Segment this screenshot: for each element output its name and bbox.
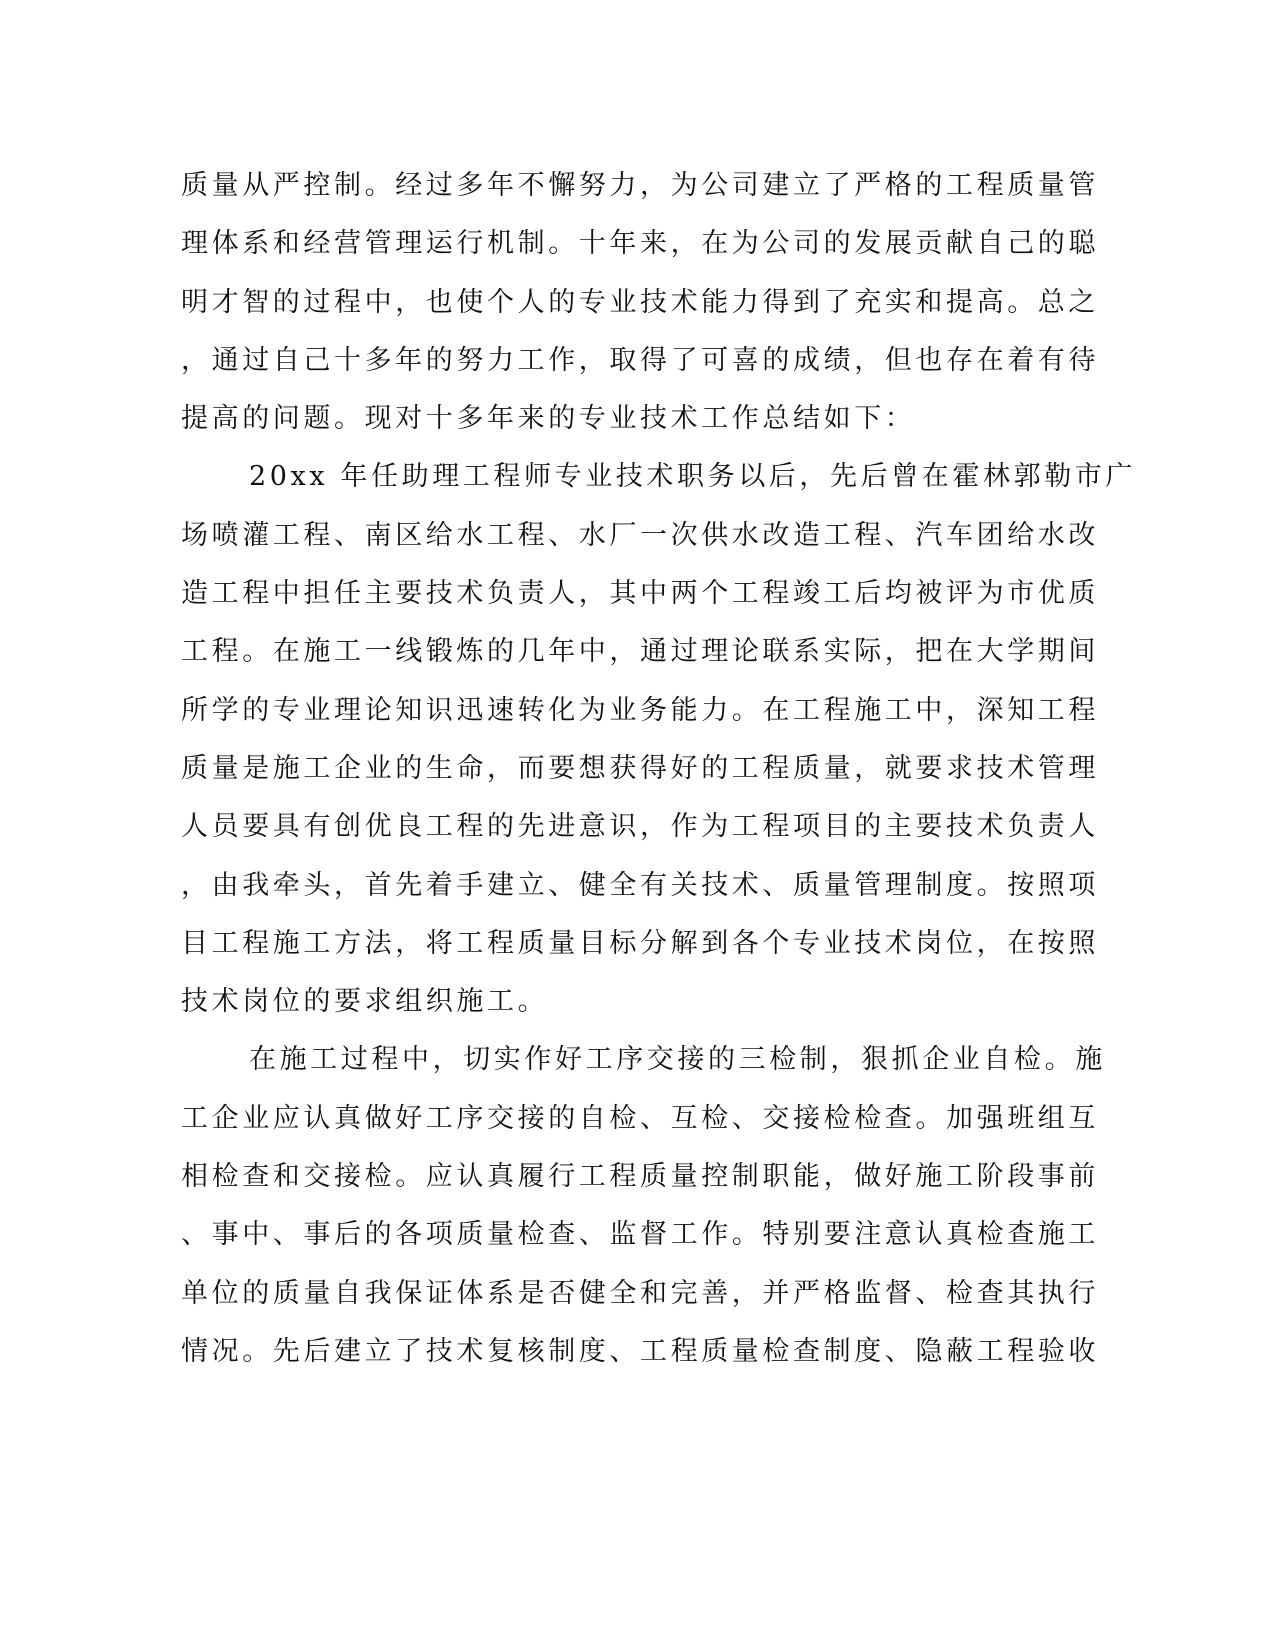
text-line: 提高的问题。现对十多年来的专业技术工作总结如下：: [181, 403, 916, 435]
text-line: ，由我牵头，首先着手建立、健全有关技术、质量管理制度。按照项: [181, 869, 1099, 901]
text-line: 质量从严控制。经过多年不懈努力，为公司建立了严格的工程质量管: [181, 170, 1099, 201]
text-line: 目工程施工方法，将工程质量目标分解到各个专业技术岗位，在按照: [181, 927, 1099, 959]
paragraph-first-line: 20xx 年任助理工程师专业技术职务以后，先后曾在霍林郭勒市广: [249, 461, 1136, 493]
text-line: 工程。在施工一线锻炼的几年中，通过理论联系实际，把在大学期间: [181, 636, 1099, 668]
text-line: 技术岗位的要求组织施工。: [181, 986, 549, 1018]
text-line: 造工程中担任主要技术负责人，其中两个工程竣工后均被评为市优质: [181, 578, 1099, 610]
text-line: 场喷灌工程、南区给水工程、水厂一次供水改造工程、汽车团给水改: [181, 519, 1099, 551]
text-line: 相检查和交接检。应认真履行工程质量控制职能，做好施工阶段事前: [181, 1161, 1099, 1193]
paragraph-first-line: 在施工过程中，切实作好工序交接的三检制，狠抓企业自检。施: [249, 1044, 1106, 1076]
text-line: 所学的专业理论知识迅速转化为业务能力。在工程施工中，深知工程: [181, 694, 1099, 726]
text-line: 情况。先后建立了技术复核制度、工程质量检查制度、隐蔽工程验收: [181, 1335, 1099, 1367]
text-line: 工企业应认真做好工序交接的自检、互检、交接检检查。加强班组互: [181, 1102, 1099, 1134]
text-line: 质量是施工企业的生命，而要想获得好的工程质量，就要求技术管理: [181, 752, 1099, 784]
text-line: 单位的质量自我保证体系是否健全和完善，并严格监督、检查其执行: [181, 1277, 1099, 1309]
text-line: 、事中、事后的各项质量检查、监督工作。特别要注意认真检查施工: [181, 1219, 1099, 1251]
text-line: 明才智的过程中，也使个人的专业技术能力得到了充实和提高。总之: [181, 286, 1099, 318]
text-line: 理体系和经营管理运行机制。十年来，在为公司的发展贡献自己的聪: [181, 228, 1099, 260]
text-line: ，通过自己十多年的努力工作，取得了可喜的成绩，但也存在着有待: [181, 344, 1099, 376]
body-text: [181, 157, 1136, 1381]
text-line: 人员要具有创优良工程的先进意识，作为工程项目的主要技术负责人: [181, 811, 1099, 843]
